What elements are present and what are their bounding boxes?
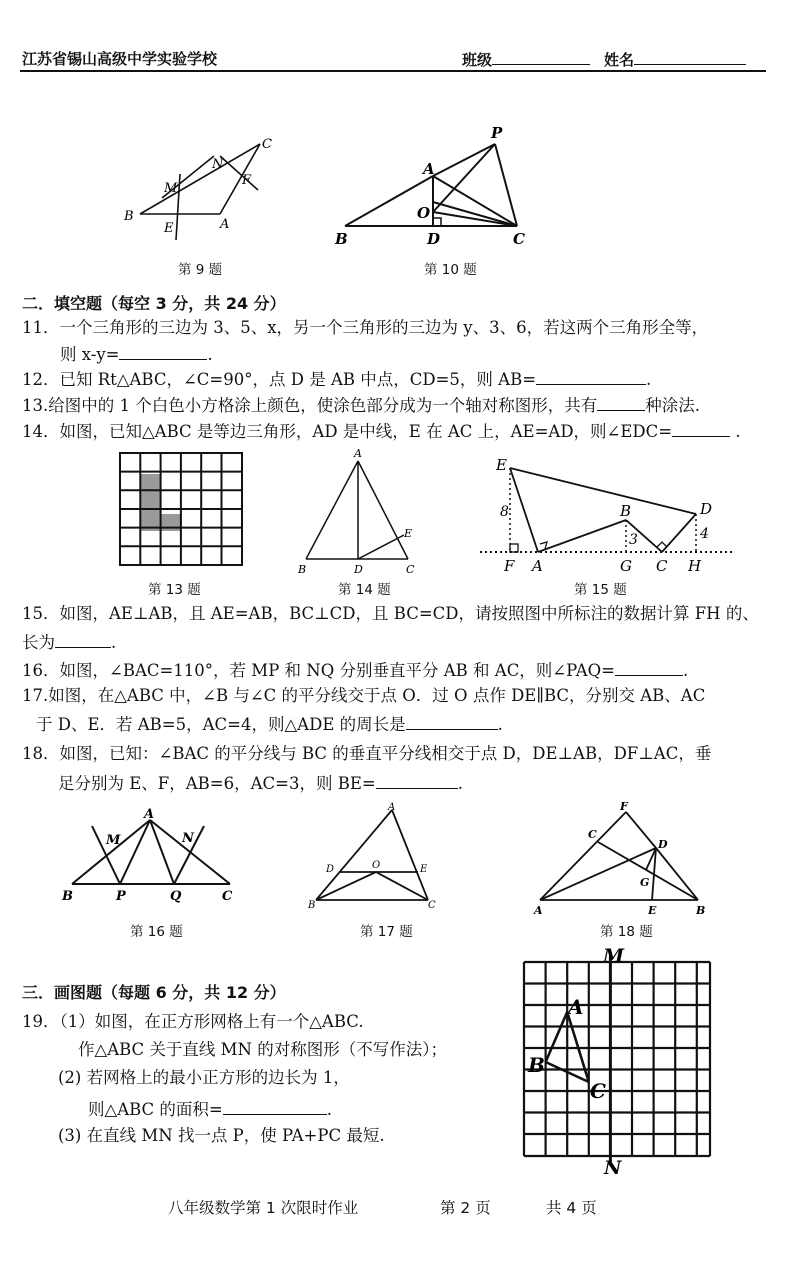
fig9-label-F: F xyxy=(242,173,252,188)
fig17-caption: 第 17 题 xyxy=(360,924,413,940)
q16-text: 16．如图，∠BAC=110°，若 MP 和 NQ 分别垂直平分 AB 和 AC，则∠PAQ= xyxy=(22,661,615,680)
fig10-label-D: D xyxy=(427,230,441,248)
figure-19 xyxy=(518,945,718,1179)
fig15-label-E: E xyxy=(496,456,507,474)
fig14-label-A: A xyxy=(354,447,362,460)
q13-answer[interactable] xyxy=(597,394,645,411)
fig19-label-A: A xyxy=(568,995,584,1019)
fig14-label-B: B xyxy=(298,563,307,576)
q15-line2: 长为 . xyxy=(22,633,117,652)
fig9-label-E: E xyxy=(164,221,174,236)
q15-line2-text: 长为 xyxy=(22,633,55,652)
q13 xyxy=(22,394,700,416)
q11-line1: 11．一个三角形的三边为 3、5、x，另一个三角形的三边为 y、3、6，若这两个三角形全等， xyxy=(22,318,709,337)
q14: 14．如图，已知△ABC 是等边三角形，AD 是中线，E 在 AC 上，AE=AD，则∠EDC= . xyxy=(22,422,741,441)
q11-line2-text: 则 x-y= xyxy=(60,345,120,364)
q19-1-line2: 作△ABC 关于直线 MN 的对称图形（不写作法）； xyxy=(78,1040,447,1059)
fig15-caption: 第 15 题 xyxy=(574,582,627,598)
fig18-label-A: A xyxy=(534,904,543,917)
class-label xyxy=(462,48,590,70)
school-name: 江苏省锡山高级中学实验学校 xyxy=(22,50,218,68)
fig9-label-C: C xyxy=(262,137,272,152)
fig18-label-G: G xyxy=(640,876,650,889)
q15-line1: 15．如图，AE⊥AB，且 AE=AB，BC⊥CD，且 BC=CD，请按照图中所标注的数据计算 FH 的、 xyxy=(22,604,759,623)
fig14-caption: 第 14 题 xyxy=(338,582,391,598)
fig9-label-M: M xyxy=(164,181,178,196)
name-field[interactable] xyxy=(634,48,746,65)
fig17-label-D: D xyxy=(326,864,335,875)
q16: 16．如图，∠BAC=110°，若 MP 和 NQ 分别垂直平分 AB 和 AC，则∠PAQ= . xyxy=(22,661,689,680)
footer-title: 八年级数学第 1 次限时作业 xyxy=(168,1199,359,1217)
fig19-label-M: M xyxy=(603,945,625,967)
q17-answer[interactable] xyxy=(406,713,498,730)
q19-2-line2-text: 则△ABC 的面积= xyxy=(88,1100,223,1119)
fig9-caption: 第 9 题 xyxy=(178,262,223,278)
q16-answer[interactable] xyxy=(615,659,683,676)
q19-area-answer[interactable] xyxy=(223,1098,327,1115)
q14-text: 14．如图，已知△ABC 是等边三角形，AD 是中线，E 在 AC 上，AE=AD，则∠EDC= xyxy=(22,422,673,441)
figure-13 xyxy=(118,451,244,567)
figure-10 xyxy=(335,122,545,247)
figure-14 xyxy=(296,447,436,577)
fig18-label-E: E xyxy=(648,904,657,917)
fig18-label-C: C xyxy=(588,828,597,841)
q18-line1: 18．如图，已知：∠BAC 的平分线与 BC 的垂直平分线相交于点 D，DE⊥AB，DF⊥AC，垂 xyxy=(22,744,712,763)
fig17-label-C: C xyxy=(428,900,436,911)
fig16-label-C: C xyxy=(222,889,233,904)
fig15-label-G: G xyxy=(620,557,632,575)
fig17-label-B: B xyxy=(308,900,316,911)
fig14-label-E: E xyxy=(404,527,413,540)
fig16-label-B: B xyxy=(62,889,73,904)
fig10-caption: 第 10 题 xyxy=(424,262,477,278)
fig10-label-P: P xyxy=(491,124,503,142)
fig15-label-B: B xyxy=(620,502,632,520)
figure-15 xyxy=(480,456,735,576)
fig9-label-B: B xyxy=(124,209,134,224)
section2-title: 二．填空题（每空 3 分，共 24 分） xyxy=(22,294,286,313)
fig13-caption: 第 13 题 xyxy=(148,582,201,598)
figure-9 xyxy=(120,130,280,240)
fig18-label-B: B xyxy=(696,904,706,917)
fig10-label-C: C xyxy=(513,230,525,248)
q12-answer[interactable] xyxy=(536,368,646,385)
fig16-label-M: M xyxy=(106,833,121,848)
figure-18 xyxy=(532,798,712,918)
fig16-label-N: N xyxy=(182,831,194,846)
q11-answer[interactable] xyxy=(119,343,207,360)
footer-total: 共 4 页 xyxy=(546,1199,597,1217)
fig18-label-F: F xyxy=(620,800,628,813)
q19-1-line1: 19．（1）如图，在正方形网格上有一个△ABC. xyxy=(22,1012,364,1031)
q18-line2-text: 足分别为 E、F，AB=6，AC=3，则 BE= xyxy=(58,774,376,793)
fig17-label-O: O xyxy=(372,860,381,871)
fig15-value-dh: 4 xyxy=(700,526,709,542)
q12: 12．已知 Rt△ABC，∠C=90°，点 D 是 AB 中点，CD=5，则 AB= . xyxy=(22,370,652,389)
q19-2-line1: (2) 若网格上的最小正方形的边长为 1， xyxy=(58,1068,350,1087)
fig15-value-ef: 8 xyxy=(500,504,509,520)
fig10-label-A: A xyxy=(423,160,435,178)
fig10-label-O: O xyxy=(417,204,431,222)
q12-text: 12．已知 Rt△ABC，∠C=90°，点 D 是 AB 中点，CD=5，则 AB= xyxy=(22,370,537,389)
fig15-label-F: F xyxy=(504,557,515,575)
fig17-label-A: A xyxy=(388,802,396,813)
fig9-label-A: A xyxy=(220,217,230,232)
fig15-label-C: C xyxy=(656,557,668,575)
fig9-label-N: N xyxy=(212,157,224,172)
fig14-label-D: D xyxy=(354,563,363,576)
fig16-label-P: P xyxy=(116,889,126,904)
figure-17 xyxy=(306,800,436,910)
fig18-caption: 第 18 题 xyxy=(600,924,653,940)
q13-text-post: 种涂法. xyxy=(645,396,700,415)
q15-answer[interactable] xyxy=(55,631,111,648)
q17-line2: 于 D、E．若 AB=5，AC=4，则△ADE 的周长是 . xyxy=(36,715,503,734)
fig18-label-D: D xyxy=(658,838,668,851)
q11-line2: 则 x-y= . xyxy=(60,345,213,364)
header-rule xyxy=(20,70,766,72)
q19-3: (3) 在直线 MN 找一点 P，使 PA+PC 最短. xyxy=(58,1126,385,1145)
name-label-text: 姓名 xyxy=(604,51,635,69)
figure-16 xyxy=(58,806,248,906)
fig19-label-N: N xyxy=(604,1157,622,1179)
fig14-label-C: C xyxy=(406,563,415,576)
q18-line2: 足分别为 E、F，AB=6，AC=3，则 BE= . xyxy=(58,774,463,793)
q17-line2-text: 于 D、E．若 AB=5，AC=4，则△ADE 的周长是 xyxy=(36,715,406,734)
fig16-label-Q: Q xyxy=(170,889,182,904)
fig15-value-bg: 3 xyxy=(629,532,638,548)
fig19-label-B: B xyxy=(528,1053,545,1077)
footer-page: 第 2 页 xyxy=(440,1199,491,1217)
fig17-label-E: E xyxy=(420,864,428,875)
q13-text: 13.给图中的 1 个白色小方格涂上颜色，使涂色部分成为一个轴对称图形，共有 xyxy=(22,396,598,415)
section3-title: 三．画图题（每题 6 分，共 12 分） xyxy=(22,983,286,1002)
fig16-caption: 第 16 题 xyxy=(130,924,183,940)
q19-2-line2: 则△ABC 的面积= . xyxy=(88,1100,332,1119)
class-label-text: 班级 xyxy=(462,51,493,69)
fig10-label-B: B xyxy=(335,230,348,248)
fig15-label-D: D xyxy=(700,500,713,518)
fig16-label-A: A xyxy=(144,807,155,822)
q17-line1: 17.如图，在△ABC 中，∠B 与∠C 的平分线交于点 O．过 O 点作 DE∥BC，分别交 AB、AC xyxy=(22,686,706,705)
name-label xyxy=(604,48,746,70)
q18-answer[interactable] xyxy=(376,772,458,789)
fig19-label-C: C xyxy=(590,1079,606,1103)
class-field[interactable] xyxy=(492,48,590,65)
fig15-label-H: H xyxy=(688,557,702,575)
fig15-label-A: A xyxy=(532,557,543,575)
q14-answer[interactable] xyxy=(672,420,730,437)
